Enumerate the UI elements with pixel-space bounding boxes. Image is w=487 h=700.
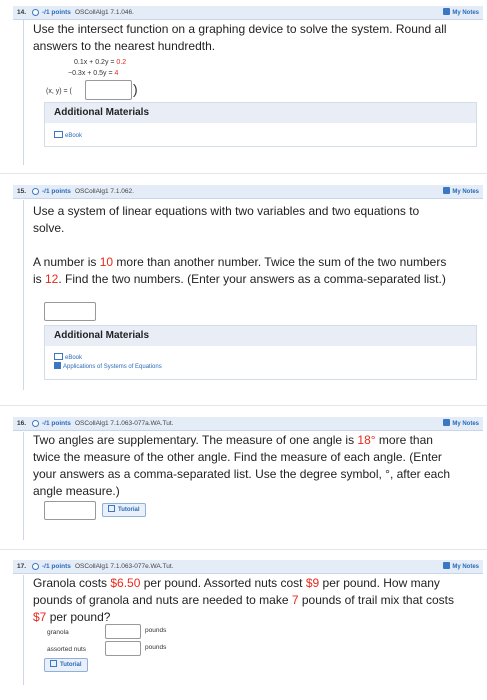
additional-materials (44, 102, 477, 147)
problem-text-part: more than twice the measure of the other angle. Find the measure of each angle. (Enter your answers as a comma-separated list. Use the degree symbol, °, after each angle measure.) (33, 433, 450, 498)
ebook-link-label: eBook (65, 355, 83, 361)
my-notes-label: My Notes (452, 189, 479, 195)
my-notes-button[interactable] (443, 187, 479, 195)
equation-2-value: 4 (114, 70, 119, 77)
separator (0, 173, 487, 174)
value-highlight: 7 (291, 593, 299, 607)
tutorial-icon (50, 660, 57, 667)
status-radio-icon (32, 420, 39, 427)
answer-input[interactable] (85, 80, 132, 100)
question-header (13, 185, 483, 199)
source-label: OSCollAlg1 7.1.046. (75, 9, 134, 16)
value-highlight: 10 (99, 255, 114, 269)
value-highlight: $9 (305, 576, 320, 590)
separator (0, 549, 487, 550)
nuts-input[interactable] (105, 641, 141, 656)
problem-text-part: pounds of trail mix that costs (298, 593, 454, 607)
tutorial-button[interactable] (102, 503, 146, 517)
answer-close-paren: ) (133, 81, 138, 97)
my-notes-label: My Notes (452, 564, 479, 570)
source-label: OSCollAlg1 7.1.063-077a.WA.Tut. (75, 420, 174, 427)
my-notes-button[interactable] (443, 562, 479, 570)
problem-text (33, 432, 463, 500)
source-label: OSCollAlg1 7.1.062. (75, 188, 134, 195)
separator (0, 405, 487, 406)
ebook-icon (54, 353, 63, 360)
status-radio-icon (32, 188, 39, 195)
granola-unit: pounds (145, 627, 167, 634)
question-header (13, 6, 483, 20)
points-label[interactable]: -/1 points (42, 9, 71, 16)
additional-materials-title: Additional Materials (45, 326, 476, 346)
ebook-link[interactable] (45, 131, 476, 140)
points-label[interactable]: -/1 points (42, 563, 71, 570)
question-prompt: Use a system of linear equations with two variables and two equations to solve. (33, 204, 420, 235)
my-notes-label: My Notes (452, 421, 479, 427)
equation-1-value: 0.2 (116, 59, 127, 66)
status-radio-icon (32, 9, 39, 16)
tutorial-label: Tutorial (60, 662, 82, 668)
value-highlight: 12 (45, 272, 59, 286)
my-notes-button[interactable] (443, 419, 479, 427)
ebook-icon (54, 131, 63, 138)
answer-input[interactable] (44, 501, 96, 520)
question-header (13, 417, 483, 431)
problem-text-part: per pound. How many pounds of granola and nuts are needed to make (33, 576, 440, 607)
tutorial-label: Tutorial (118, 507, 140, 513)
my-notes-label: My Notes (452, 10, 479, 16)
nuts-unit: pounds (145, 644, 167, 651)
ebook-link-label: eBook (65, 133, 83, 139)
additional-materials (44, 325, 477, 380)
question-number: 15. (17, 188, 27, 195)
value-highlight: $6.50 (110, 576, 141, 590)
problem-text (33, 254, 458, 288)
answer-label: (x, y) = ( (46, 88, 72, 95)
problem-text-part: Granola costs (33, 576, 111, 590)
value-highlight: $7 (33, 610, 47, 624)
problem-text-part: A number is (33, 255, 100, 269)
notes-icon (443, 419, 450, 426)
problem-text-part: Two angles are supplementary. The measure of one angle is (33, 433, 358, 447)
nuts-label: assorted nuts (47, 646, 87, 653)
value-highlight: 18° (357, 433, 376, 447)
source-label: OSCollAlg1 7.1.063-077e.WA.Tut. (75, 563, 174, 570)
granola-label: granola (47, 629, 69, 636)
points-label[interactable]: -/1 points (42, 188, 71, 195)
answer-input[interactable] (44, 302, 96, 321)
equation-2 (68, 70, 118, 77)
problem-text-part: per pound. Assorted nuts cost (140, 576, 306, 590)
document-icon (54, 362, 61, 369)
problem-text-part: more than another number. Twice the sum of the two numbers is (33, 255, 447, 286)
equation-1-left: 0.1x + 0.2y = (74, 59, 117, 66)
tutorial-button[interactable] (44, 658, 88, 672)
problem-text-part: . Find the two numbers. (Enter your answers as a comma-separated list.) (58, 272, 446, 286)
status-radio-icon (32, 563, 39, 570)
notes-icon (443, 562, 450, 569)
notes-icon (443, 8, 450, 15)
equation-1 (74, 59, 126, 66)
question-number: 16. (17, 420, 27, 427)
question-header (13, 560, 483, 574)
problem-text-part: per pound? (46, 610, 111, 624)
question-number: 14. (17, 9, 27, 16)
additional-materials-title: Additional Materials (45, 103, 476, 123)
points-label[interactable]: -/1 points (42, 420, 71, 427)
equation-2-left: −0.3x + 0.5y = (68, 70, 115, 77)
ebook-link[interactable] (45, 353, 476, 362)
applications-link-label: Applications of Systems of Equations (63, 364, 162, 370)
problem-text (33, 575, 463, 626)
tutorial-icon (108, 505, 115, 512)
question-prompt: Use the intersect function on a graphing device to solve the system. Round all answers to the nearest hundredth. (33, 22, 447, 53)
applications-link[interactable] (45, 362, 476, 371)
my-notes-button[interactable] (443, 8, 479, 16)
notes-icon (443, 187, 450, 194)
granola-input[interactable] (105, 624, 141, 639)
question-number: 17. (17, 563, 27, 570)
